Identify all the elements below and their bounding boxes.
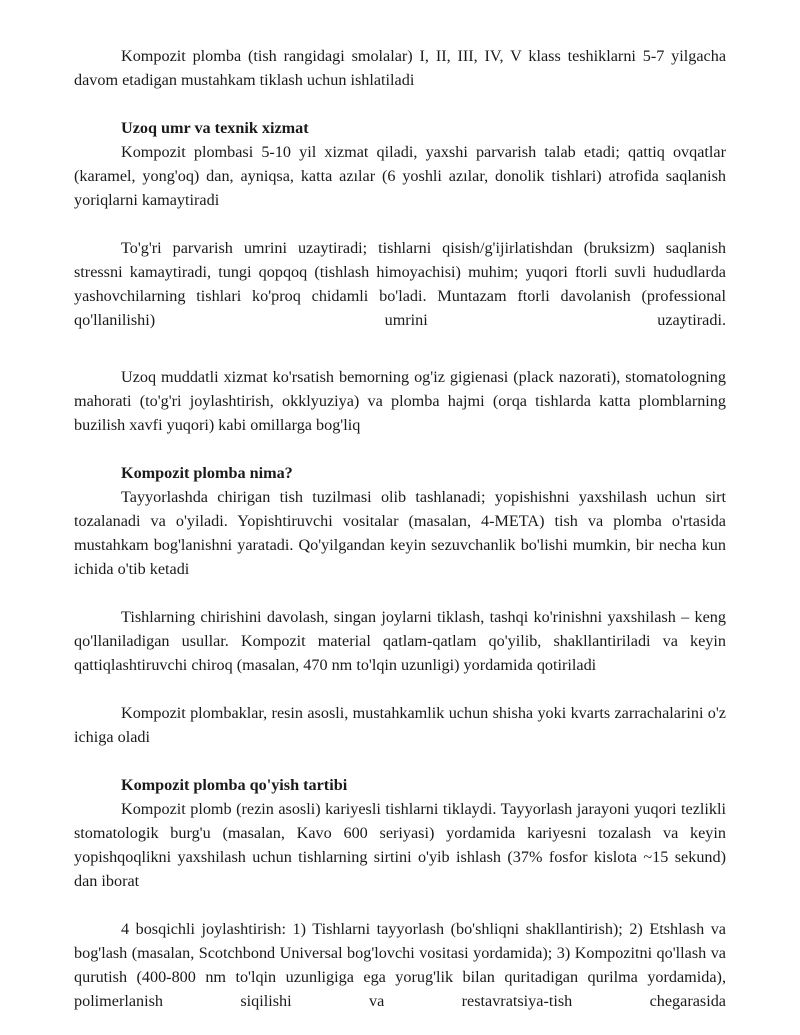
paragraph: Tishlarning chirishini davolash, singan joylarni tiklash, tashqi ko'rinishni yaxshilash – keng qo'llaniladigan usullar. Kompozit material qatlam-qatlam qo'yilib, shakllantiriladi va keyin qattiqlashtiruvchi chiroq (masalan, 470 nm to'lqin uzunligi) yordamida qotiriladi <box>74 608 726 674</box>
section-heading-longevity: Uzoq umr va texnik xizmat <box>121 119 309 137</box>
paragraph: 4 bosqichli joylashtirish: 1) Tishlarni tayyorlash (bo'shliqni shakllantirish); 2) Etshlash va bog'lash (masalan, Scotchbond Universal bog'lovchi vositasi yordamida); 3) Kompozitni qo'llash va qurutish (400-800 nm to'lqin uzunligiga ega yorug'lik bilan quritadigan qurilma yordamida), polimerlanish siqilishi va restavratsiya-tish chegarasida <box>74 920 726 1010</box>
section-heading-procedure: Kompozit plomba qo'yish tartibi <box>121 776 348 794</box>
paragraph: To'g'ri parvarish umrini uzaytiradi; tishlarni qisish/g'ijirlatishdan (bruksizm) saqlanish stressni kamaytiradi, tungi qopqoq (tishlash himoyachisi) muhim; yuqori ftorli suvli hududlarda yashovchilarning tishlari ko'proq chidamli bo'ladi. Muntazam ftorli davolanish (professional qo'llanilishi) umrini uzaytiradi. <box>74 239 726 329</box>
paragraph: Kompozit plombasi 5-10 yil xizmat qiladi, yaxshi parvarish talab etadi; qattiq ovqatlar (karamel, yong'oq) dan, ayniqsa, katta azılar (6 yoshli azılar, donolik tishlari) atrofida saqlanish yoriqlarni kamaytiradi <box>74 143 726 209</box>
intro-paragraph: Kompozit plomba (tish rangidagi smolalar) I, II, III, IV, V klass teshiklarni 5-7 yilgacha davom etadigan mustahkam tiklash uchun ishlatiladi <box>74 47 726 89</box>
paragraph: Kompozit plomb (rezin asosli) kariyesli tishlarni tiklaydi. Tayyorlash jarayoni yuqori tezlikli stomatologik burg'u (masalan, Kavo 600 seriyasi) yordamida kariyesni tozalash va keyin yopishqoqlikni yaxshilash uchun tishlarning sirtini o'yib ishlash (37% fosfor kislota ~15 sekund) dan iborat <box>74 800 726 890</box>
paragraph: Uzoq muddatli xizmat ko'rsatish bemorning og'iz gigienasi (plack nazorati), stomatologning mahorati (to'g'ri joylashtirish, okklyuziya) va plomba hajmi (orqa tishlarda katta plomblarning buzilish xavfi yuqori) kabi omillarga bog'liq <box>74 368 726 434</box>
section-heading-what-is: Kompozit plomba nima? <box>121 464 293 482</box>
document-page <box>74 44 726 1013</box>
paragraph: Kompozit plombaklar, resin asosli, mustahkamlik uchun shisha yoki kvarts zarrachalarini o'z ichiga oladi <box>74 704 726 746</box>
paragraph: Tayyorlashda chirigan tish tuzilmasi olib tashlanadi; yopishishni yaxshilash uchun sirt tozalanadi va o'yiladi. Yopishtiruvchi vositalar (masalan, 4-META) tish va plomba o'rtasida mustahkam bog'lanishni yaratadi. Qo'yilgandan keyin sezuvchanlik bo'lishi mumkin, bir necha kun ichida o'tib ketadi <box>74 488 726 578</box>
